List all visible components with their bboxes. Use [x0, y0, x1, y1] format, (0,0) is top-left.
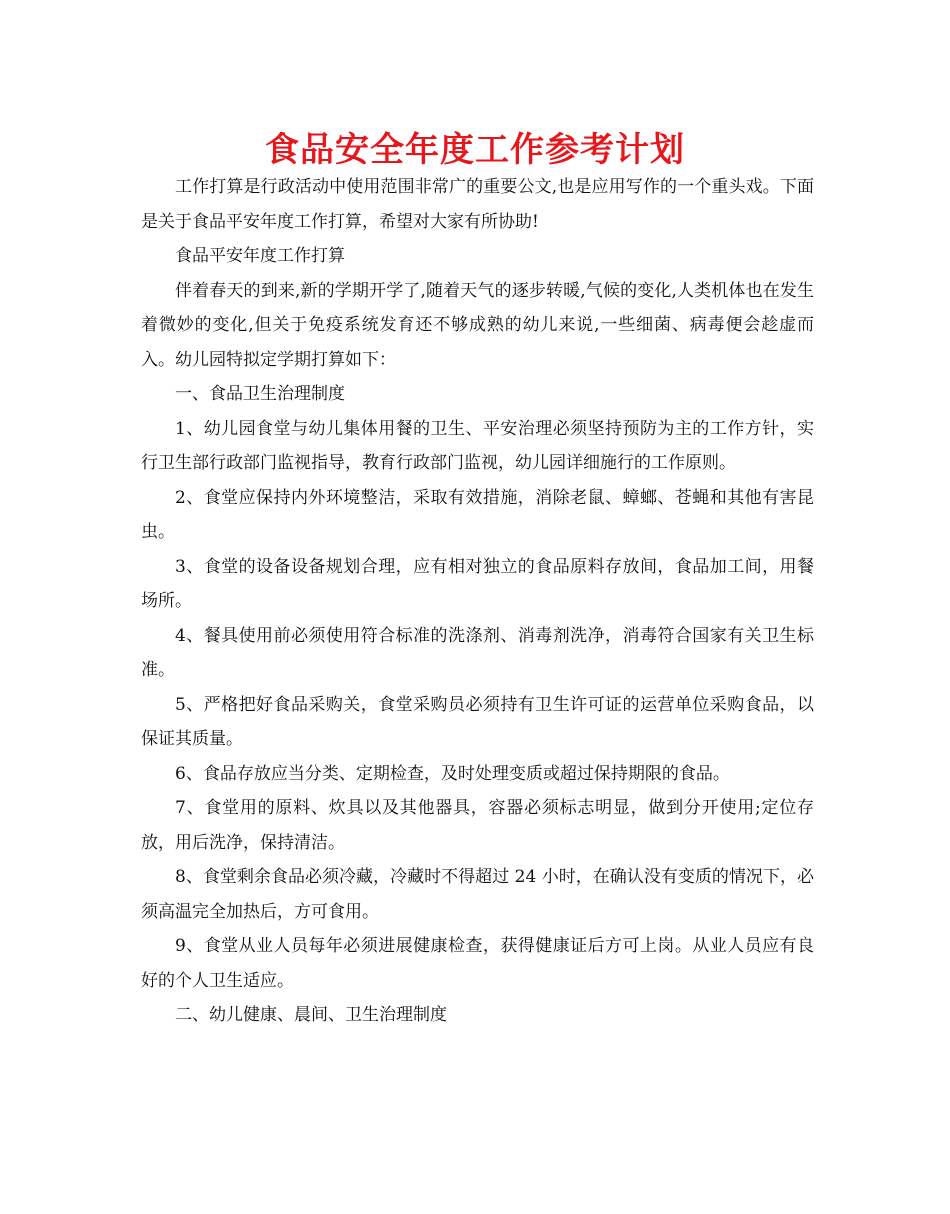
paragraph-context: 伴着春天的到来,新的学期开学了,随着天气的逐步转暖,气候的变化,人类机体也在发生着微妙的变化,但关于免疫系统发育还不够成熟的幼儿来说,一些细菌、病毒便会趁虚而入。幼儿园特拟定学期打算如下： [141, 280, 814, 370]
paragraph-intro: 工作打算是行政活动中使用范围非常广的重要公文,也是应用写作的一个重头戏。下面是关于食品平安年度工作打算，希望对大家有所协助! [141, 177, 814, 232]
paragraph-subheading: 食品平安年度工作打算 [175, 246, 345, 266]
paragraph-item-7: 7、食堂用的原料、炊具以及其他器具，容器必须标志明显，做到分开使用;定位存放，用后洗净，保持清洁。 [141, 798, 814, 853]
paragraph-item-1: 1、幼儿园食堂与幼儿集体用餐的卫生、平安治理必须坚持预防为主的工作方针，实行卫生部行政部门监视指导，教育行政部门监视，幼儿园详细施行的工作原则。 [141, 418, 814, 473]
paragraph-item-6: 6、食品存放应当分类、定期检查，及时处理变质或超过保持期限的食品。 [175, 763, 730, 784]
section-heading-2: 二、幼儿健康、晨间、卫生治理制度 [175, 1005, 447, 1025]
document-title: 食品安全年度工作参考计划 [265, 130, 685, 170]
paragraph-item-3: 3、食堂的设备设备规划合理，应有相对独立的食品原料存放间，食品加工间，用餐场所。 [141, 556, 814, 611]
paragraph-item-2: 2、食堂应保持内外环境整洁，采取有效措施，消除老鼠、蟑螂、苍蝇和其他有害昆虫。 [141, 487, 814, 542]
document-body [141, 170, 814, 1033]
paragraph-item-4: 4、餐具使用前必须使用符合标准的洗涤剂、消毒剂洗净，消毒符合国家有关卫生标准。 [141, 625, 814, 680]
paragraph-item-8: 8、食堂剩余食品必须冷藏，冷藏时不得超过 24 小时，在确认没有变质的情况下，必须高温完全加热后，方可食用。 [141, 867, 814, 922]
section-heading-1: 一、食品卫生治理制度 [175, 384, 345, 404]
paragraph-item-5: 5、严格把好食品采购关，食堂采购员必须持有卫生许可证的运营单位采购食品，以保证其质量。 [141, 694, 814, 749]
paragraph-item-9: 9、食堂从业人员每年必须进展健康检查，获得健康证后方可上岗。从业人员应有良好的个人卫生适应。 [141, 936, 814, 991]
